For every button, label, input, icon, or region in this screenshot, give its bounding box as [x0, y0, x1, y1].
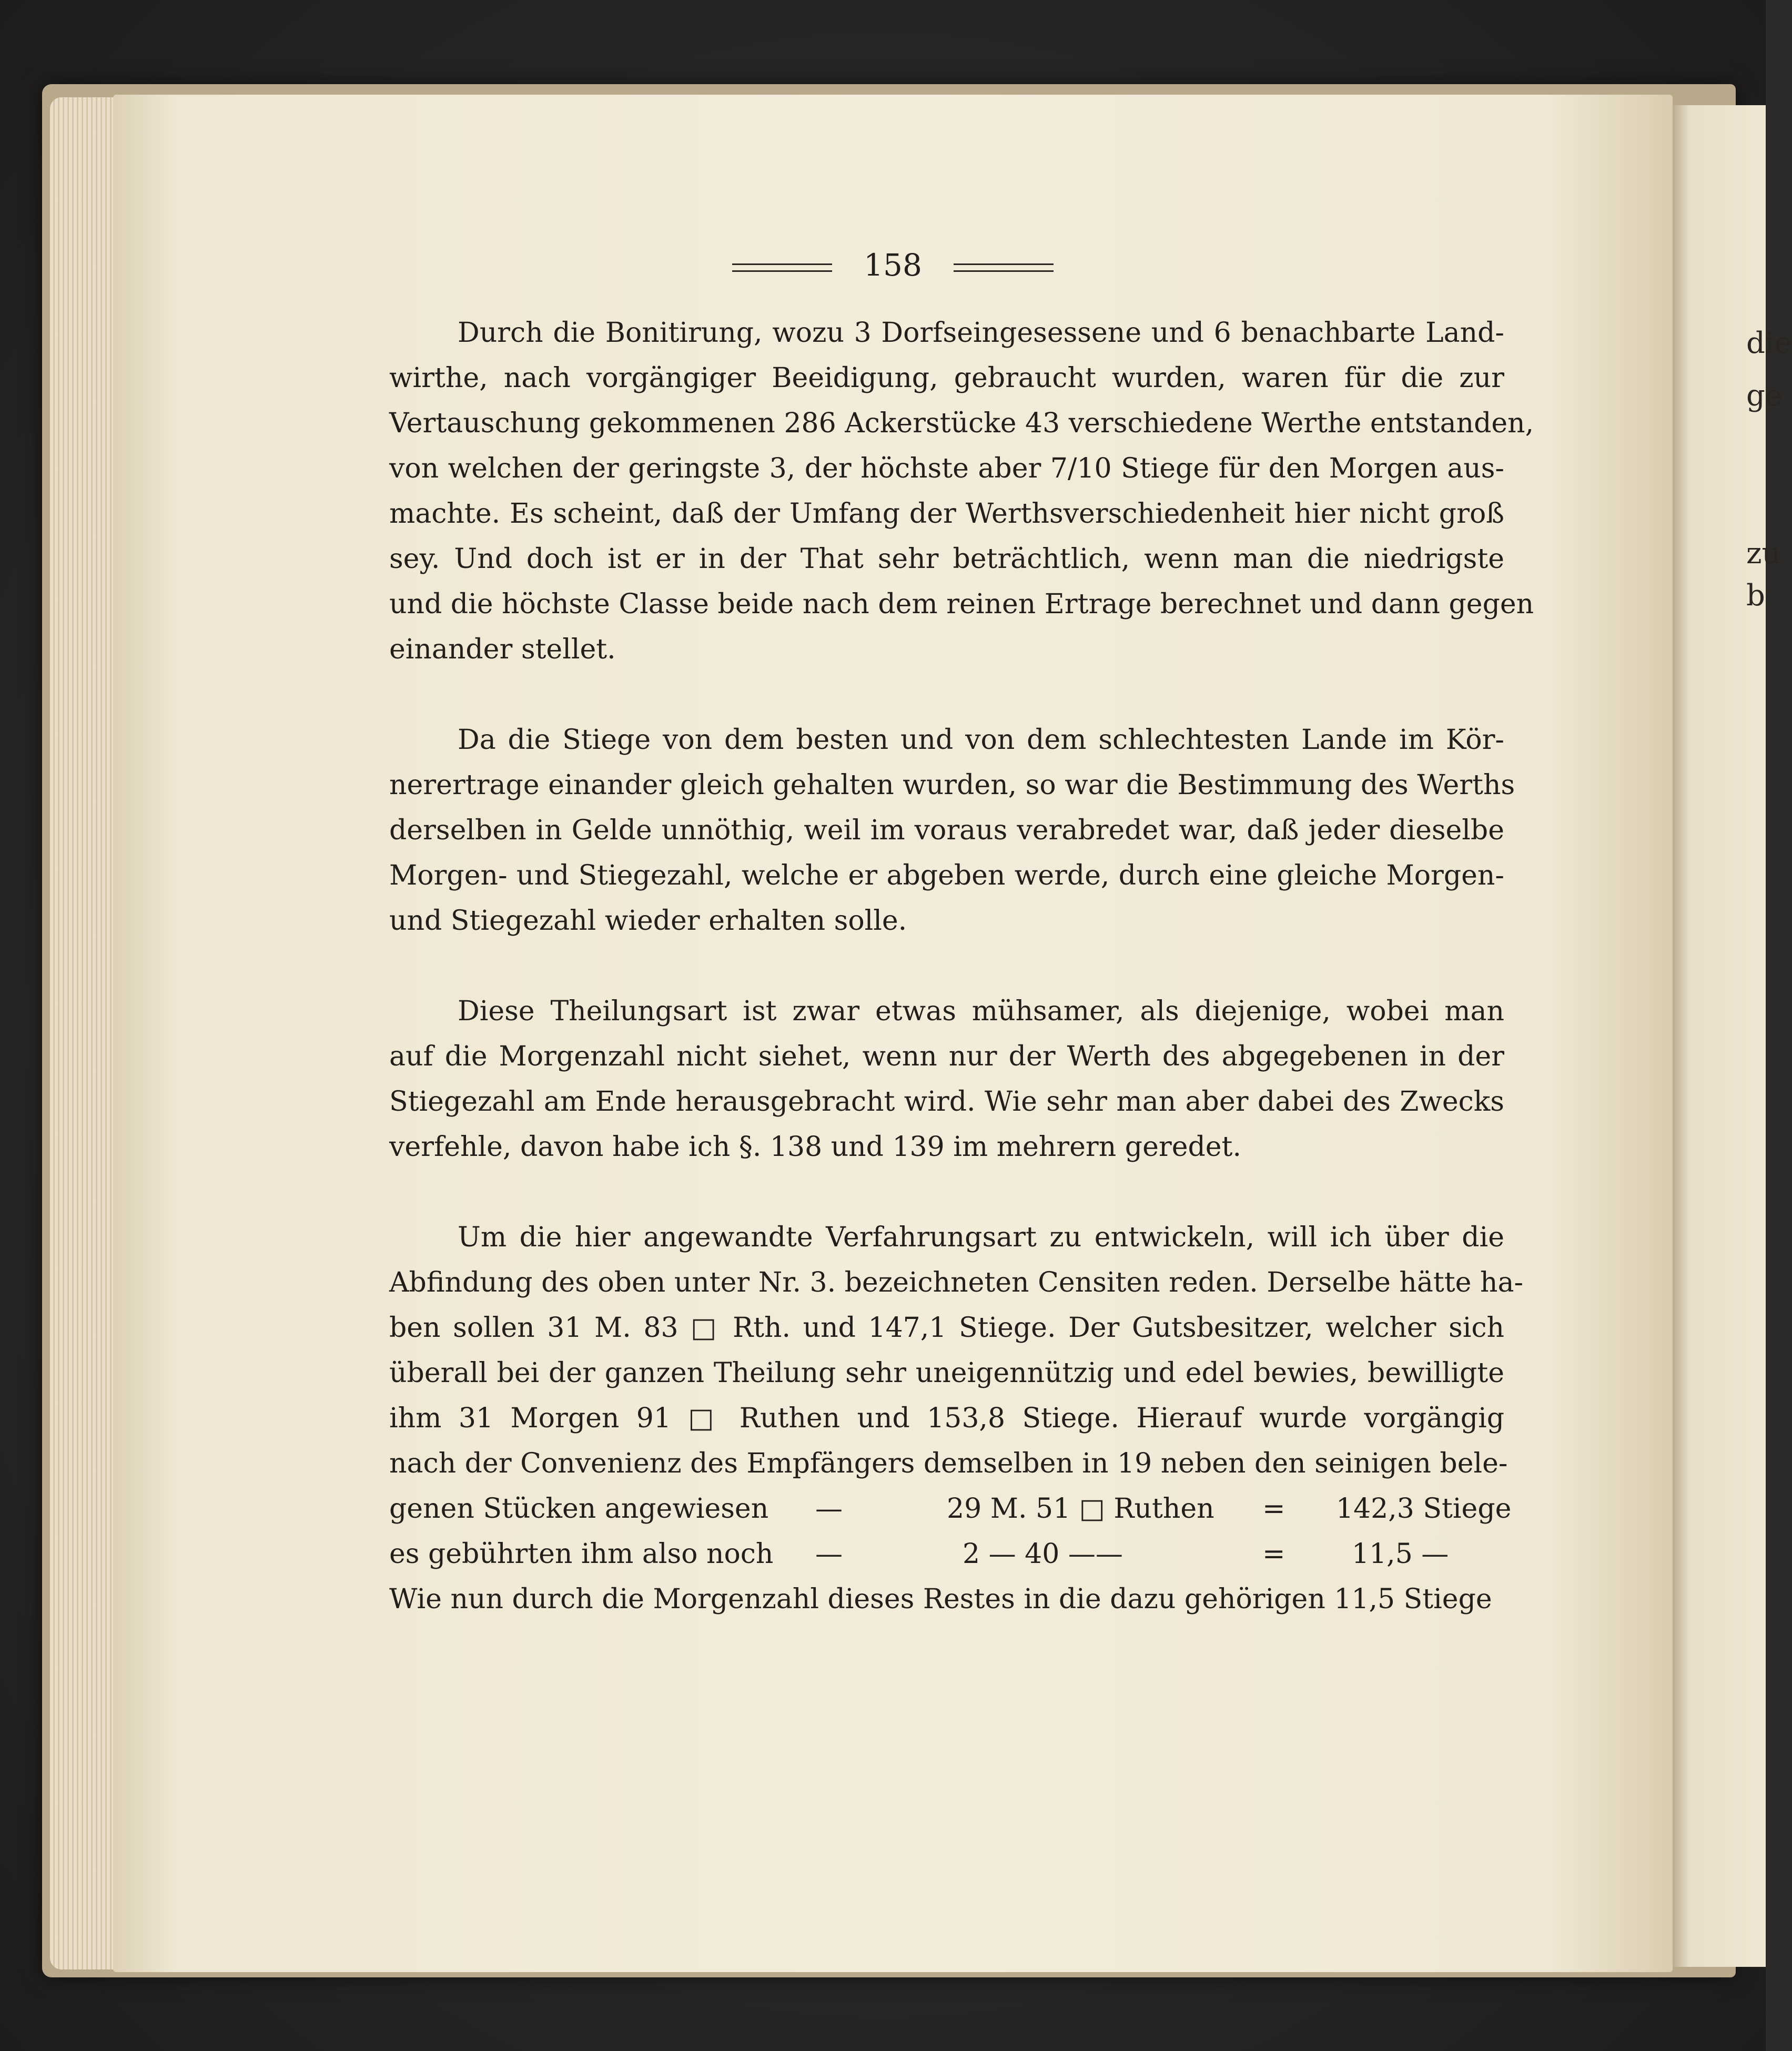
facing-page-fragment: ge [1746, 379, 1783, 413]
text-line: Um die hier angewandte Verfahrungsart zu entwickeln, will ich über die [458, 1222, 1504, 1253]
page-number: 158 [864, 247, 922, 283]
text-line: Wie nun durch die Morgenzahl dieses Restes in die dazu gehörigen 11,5 Stiege [389, 1583, 1492, 1615]
paragraph [389, 1215, 1524, 1486]
text-line: Abfindung des oben unter Nr. 3. bezeichneten Censiten reden. Derselbe hätte ha- [389, 1267, 1524, 1298]
row-area: 2 — 40 —— [963, 1538, 1123, 1570]
facing-page [1673, 105, 1792, 1967]
row-label: es gebührten ihm also noch [389, 1538, 774, 1570]
row-value: 142,3 Stiege [1336, 1493, 1512, 1525]
header-rule-right [954, 263, 1054, 272]
facing-page-fragment: b [1746, 578, 1765, 613]
text-line: derselben in Gelde unnöthig, weil im voraus verabredet war, daß jeder dieselbe [389, 815, 1504, 846]
text-line: einander stellet. [389, 634, 616, 665]
paragraph [389, 717, 1515, 943]
page-header [113, 247, 1673, 283]
text-line: und Stiegezahl wieder erhalten solle. [389, 905, 907, 937]
row-equals: = [1262, 1493, 1285, 1525]
text-line: ben sollen 31 M. 83 □ Rth. und 147,1 Stiege. Der Gutsbesitzer, welcher sich [389, 1312, 1504, 1344]
text-line: Vertauschung gekommenen 286 Ackerstücke 43 verschiedene Werthe entstanden, [389, 408, 1534, 439]
row-value: 11,5 — [1352, 1538, 1449, 1570]
row-dash: — [815, 1493, 843, 1525]
facing-page-fragment: zu [1746, 536, 1781, 571]
text-line: überall bei der ganzen Theilung sehr uneigennützig und edel bewies, bewilligte [389, 1357, 1504, 1389]
text-line: Durch die Bonitirung, wozu 3 Dorfseingesessene und 6 benachbarte Land- [458, 317, 1504, 349]
text-line: sey. Und doch ist er in der That sehr beträchtlich, wenn man die niedrigste [389, 543, 1504, 575]
table-row [389, 1531, 1504, 1577]
text-line: nerertrage einander gleich gehalten wurden, so war die Bestimmung des Werths [389, 769, 1515, 801]
text-line: Da die Stiege von dem besten und von dem schlechtesten Lande im Kör- [458, 724, 1504, 756]
page-edges [50, 97, 124, 1969]
text-line: Stiegezahl am Ende herausgebracht wird. Wie sehr man aber dabei des Zwecks [389, 1086, 1504, 1118]
text-line: machte. Es scheint, daß der Umfang der Werthsverschiedenheit hier nicht groß [389, 498, 1504, 530]
row-equals: = [1262, 1538, 1285, 1570]
row-label: genen Stücken angewiesen [389, 1493, 769, 1525]
text-line: ihm 31 Morgen 91 □ Ruthen und 153,8 Stiege. Hierauf wurde vorgängig [389, 1403, 1504, 1434]
text-line: von welchen der geringste 3, der höchste aber 7/10 Stiege für den Morgen aus- [389, 453, 1504, 484]
text-line: Morgen- und Stiegezahl, welche er abgeben werde, durch eine gleiche Morgen- [389, 860, 1504, 891]
body-text [389, 310, 1534, 1622]
row-dash: — [815, 1538, 843, 1570]
paragraph [389, 310, 1534, 672]
text-line: verfehle, davon habe ich §. 138 und 139 im mehrern geredet. [389, 1131, 1241, 1163]
text-line: wirthe, nach vorgängiger Beeidigung, gebraucht wurden, waren für die zur [389, 362, 1504, 394]
row-area: 29 M. 51 □ Ruthen [947, 1493, 1214, 1525]
header-rule-left [732, 263, 832, 272]
calculation-table [389, 1486, 1512, 1577]
text-line: und die höchste Classe beide nach dem reinen Ertrage berechnet und dann gegen [389, 588, 1534, 620]
text-line: Diese Theilungsart ist zwar etwas mühsamer, als diejenige, wobei man [458, 996, 1504, 1027]
table-row [389, 1486, 1512, 1531]
text-line: auf die Morgenzahl nicht siehet, wenn nur der Werth des abgegebenen in der [389, 1041, 1504, 1072]
text-line: nach der Convenienz des Empfängers demselben in 19 neben den seinigen bele- [389, 1448, 1508, 1479]
paragraph [389, 989, 1504, 1170]
facing-page-fragment: die [1746, 326, 1792, 360]
